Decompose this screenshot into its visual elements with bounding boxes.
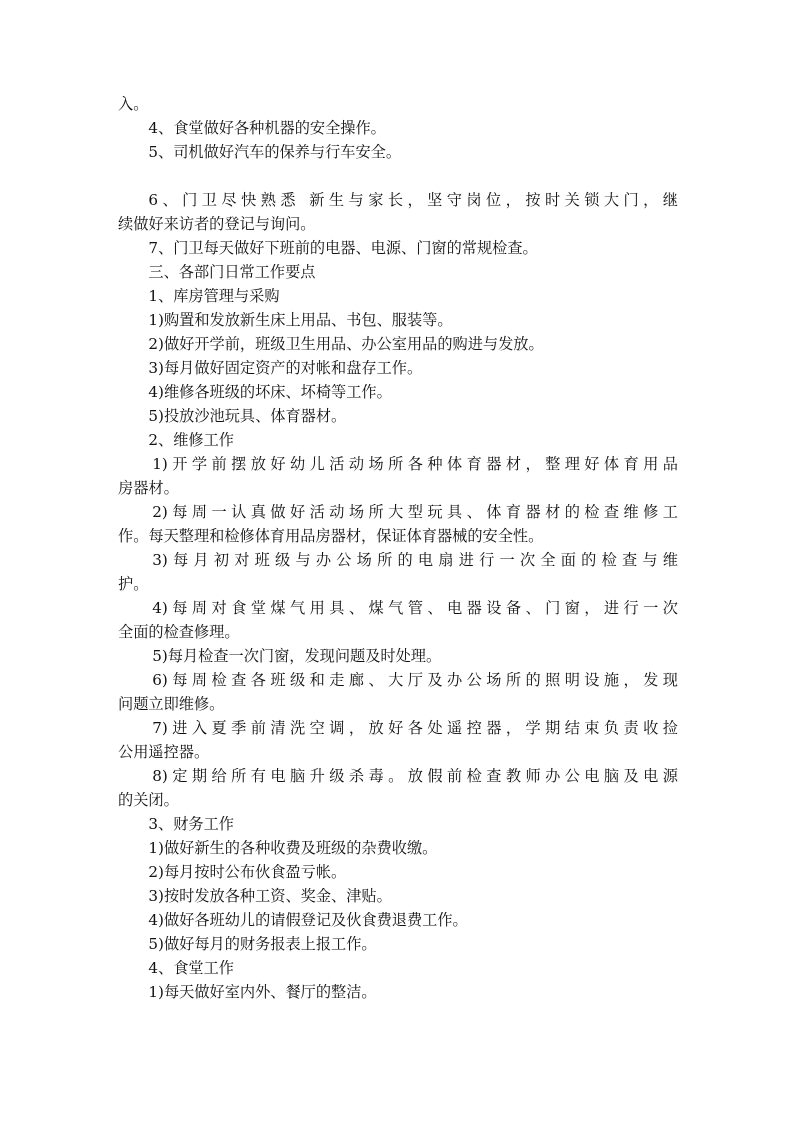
list-item: 3)每月初对班级与办公场所的电扇进行一次全面的检查与维 (152, 551, 678, 569)
list-item: 5、司机做好汽车的保养与行车安全。 (148, 143, 402, 161)
text-line: 公用遥控器。 (118, 743, 210, 761)
list-item: 8)定期给所有电脑升级杀毒。放假前检查教师办公电脑及电源 (152, 767, 678, 785)
list-item: 2)每月按时公布伙食盈亏帐。 (148, 863, 347, 881)
text-line: 的关闭。 (118, 791, 179, 809)
list-item: 5)投放沙池玩具、体育器材。 (148, 407, 347, 425)
list-item: 6、门卫尽快熟悉 新生与家长，坚守岗位，按时关锁大门，继 (148, 191, 678, 209)
text-line: 护。 (118, 575, 149, 593)
subsection-heading: 1、库房管理与采购 (148, 287, 280, 305)
list-item: 2)做好开学前，班级卫生用品、办公室用品的购进与发放。 (148, 335, 544, 353)
text-line: 问题立即维修。 (118, 695, 225, 713)
text-line: 房器材。 (118, 479, 179, 497)
list-item: 7)进入夏季前清洗空调，放好各处遥控器，学期结束负责收捡 (152, 719, 678, 737)
list-item: 6)每周检查各班级和走廊、大厅及办公场所的照明设施，发现 (152, 671, 678, 689)
text-line: 续做好来访者的登记与询问。 (118, 215, 316, 233)
list-item: 3)按时发放各种工资、奖金、津贴。 (148, 887, 392, 905)
section-heading: 三、各部门日常工作要点 (148, 263, 316, 281)
subsection-heading: 4、食堂工作 (148, 959, 234, 977)
subsection-heading: 2、维修工作 (148, 431, 234, 449)
text-line: 作。每天整理和检修体育用品房器材，保证体育器械的安全性。 (118, 527, 544, 545)
list-item: 4)维修各班级的坏床、坏椅等工作。 (148, 383, 392, 401)
text-line: 全面的检查修理。 (118, 623, 240, 641)
list-item: 1)购置和发放新生床上用品、书包、服装等。 (148, 311, 453, 329)
text-line: 入。 (118, 95, 149, 113)
list-item: 4)做好各班幼儿的请假登记及伙食费退费工作。 (148, 911, 468, 929)
subsection-heading: 3、财务工作 (148, 815, 234, 833)
list-item: 5)每月检查一次门窗，发现问题及时处理。 (152, 647, 442, 665)
list-item: 5)做好每月的财务报表上报工作。 (148, 935, 377, 953)
list-item: 1)开学前摆放好幼儿活动场所各种体育器材，整理好体育用品 (152, 455, 678, 473)
list-item: 7、门卫每天做好下班前的电器、电源、门窗的常规检查。 (148, 239, 538, 257)
list-item: 4)每周对食堂煤气用具、煤气管、电器设备、门窗，进行一次 (152, 599, 678, 617)
list-item: 4、食堂做好各种机器的安全操作。 (148, 119, 386, 137)
document-page (118, 92, 678, 1004)
list-item: 1)每天做好室内外、餐厅的整洁。 (148, 983, 377, 1001)
list-item: 3)每月做好固定资产的对帐和盘存工作。 (148, 359, 423, 377)
list-item: 1)做好新生的各种收费及班级的杂费收缴。 (148, 839, 438, 857)
list-item: 2)每周一认真做好活动场所大型玩具、体育器材的检查维修工 (152, 503, 678, 521)
